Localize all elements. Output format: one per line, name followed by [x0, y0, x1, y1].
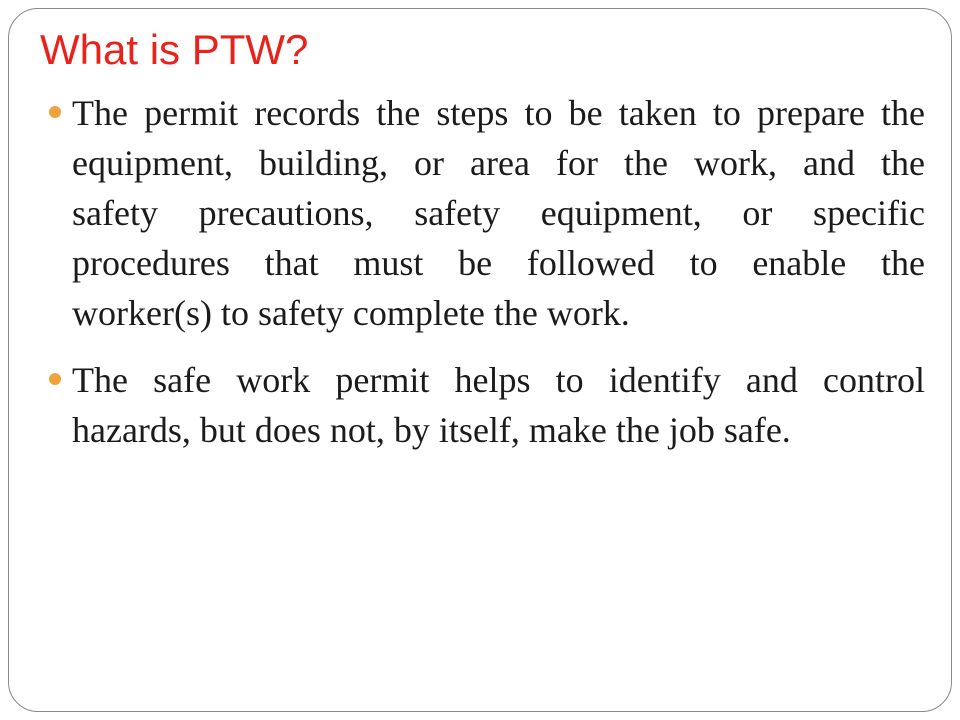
- bullet-list: [72, 88, 925, 472]
- bullet-item: [72, 88, 925, 338]
- bullet-text-line: safety precautions, safety equipment, or specific: [72, 193, 925, 233]
- bullet-text-line: equipment, building, or area for the work, and the: [72, 143, 925, 183]
- bullet-dot-icon: [49, 106, 61, 118]
- bullet-text-line: hazards, but does not, by itself, make the job safe.: [72, 410, 791, 450]
- bullet-text-line: The safe work permit helps to identify and control: [72, 360, 925, 400]
- bullet-dot-icon: [49, 373, 61, 385]
- bullet-text-line: The permit records the steps to be taken to prepare the: [72, 93, 925, 133]
- slide-title: What is PTW?: [40, 26, 309, 73]
- bullet-item: [72, 355, 925, 455]
- bullet-text-line: worker(s) to safety complete the work.: [72, 293, 630, 333]
- bullet-text-line: procedures that must be followed to enable the: [72, 243, 925, 283]
